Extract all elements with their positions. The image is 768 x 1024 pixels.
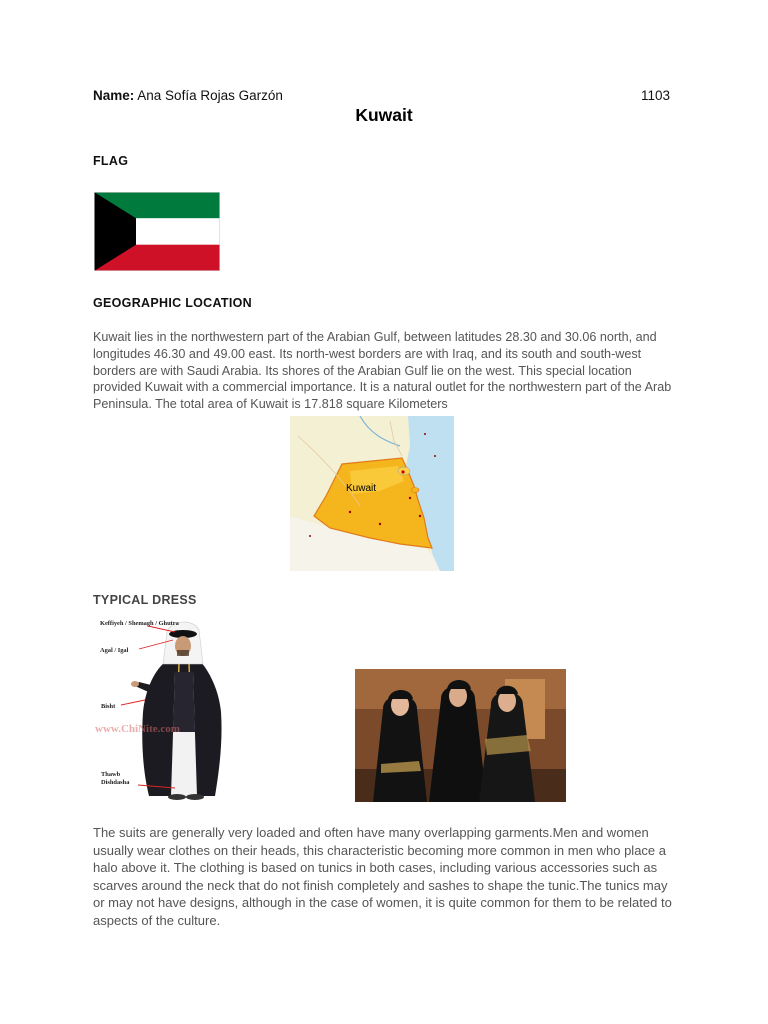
women-traditional-dress-image — [355, 669, 566, 802]
student-name — [93, 88, 283, 103]
name-value: Ana Sofía Rojas Garzón — [137, 88, 283, 103]
typical-dress-text: The suits are generally very loaded and often have many overlapping garments.Men and women usually wear clothes on their heads, this characteristic becoming more common in men who place a halo above it. The clothing is based on tunics in both cases, including various accessories such as scarves around the neck that do not finish completely and sashes to shape the tunic.The tunics may or may not have designs, although in the case of women, it is quite common for them to be related to aspects of the culture. — [93, 825, 672, 928]
kuwait-map-image — [290, 416, 454, 571]
name-label: Name: — [93, 88, 135, 103]
label-agal: Agal / Igal — [100, 647, 129, 654]
flag-heading: FLAG — [93, 154, 129, 168]
label-thawb: Thawb — [101, 771, 121, 778]
geographic-location-text: Kuwait lies in the northwestern part of the Arabian Gulf, between latitudes 28.30 and 30.06 north, and longitudes 46.30 and 49.00 east. Its north-west borders are with Iraq, and its south and south-west borders are with Saudi Arabia. Its shores of the Arabian Gulf lie on the west. This special location provided Kuwait with a commercial importance. It is a natural outlet for the northwestern part of the Arab Peninsula. The total area of Kuwait is 17.818 square Kilometers — [93, 330, 672, 412]
page-title: Kuwait — [355, 105, 413, 125]
man-traditional-dress-image — [93, 612, 246, 802]
watermark-text: www.ChiNite.com — [95, 723, 180, 735]
geographic-location-heading: GEOGRAPHIC LOCATION — [93, 296, 252, 310]
label-bisht: Bisht — [101, 703, 116, 710]
kuwait-flag-image — [94, 192, 220, 271]
typical-dress-heading: TYPICAL DRESS — [93, 593, 197, 607]
label-keffiyeh: Keffiyeh / Shemagh / Ghutra — [100, 620, 179, 627]
map-label-kuwait: Kuwait — [346, 483, 377, 494]
label-dishdasha: Dishdasha — [101, 779, 130, 786]
class-number: 1103 — [640, 88, 670, 103]
